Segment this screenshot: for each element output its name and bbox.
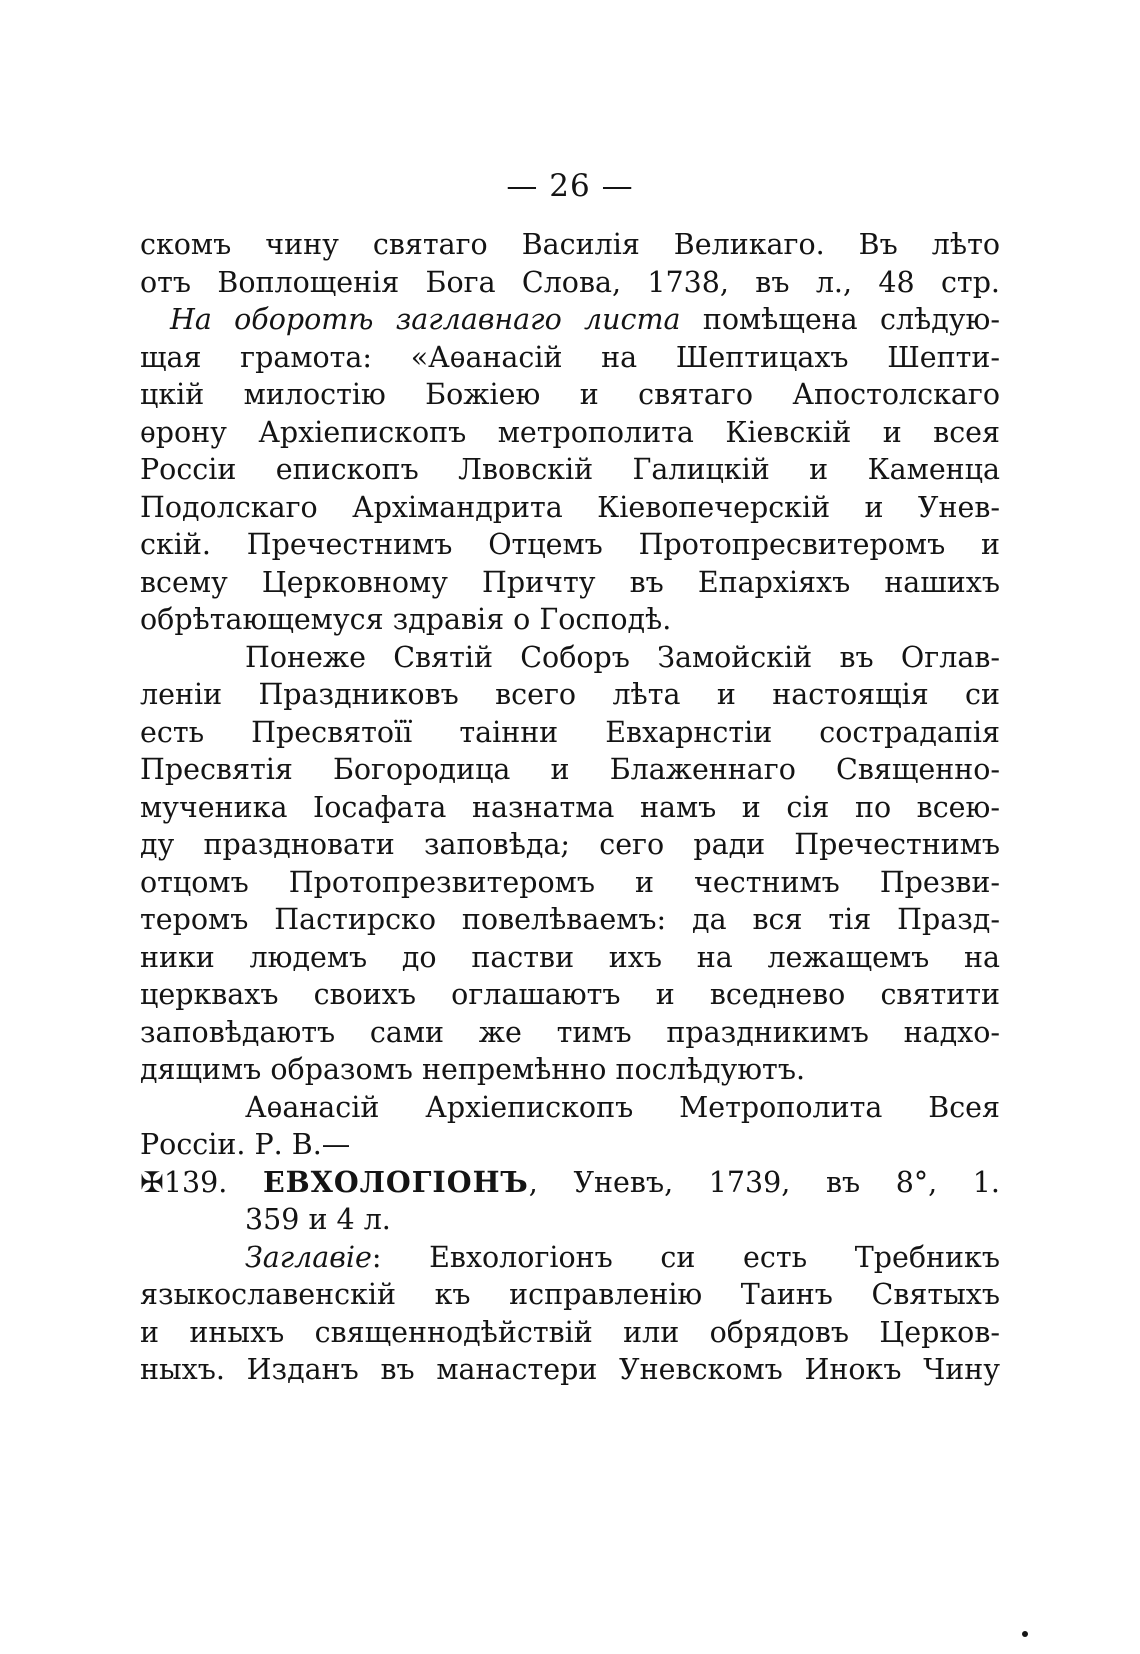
text-line: языкославенскій къ исправленію Таинъ Святыхъ [140, 1278, 1000, 1311]
text-line: обрѣтающемуся здравія о Господѣ. [140, 603, 672, 636]
text-line: ныхъ. Изданъ въ манастери Уневскомъ Инокъ Чину [140, 1353, 1000, 1386]
text-segment: : Евхологіонъ си есть Требникъ [371, 1240, 1000, 1274]
entry-imprint: , Уневъ, 1739, въ 8°, 1. [528, 1165, 1000, 1199]
text-line: ду праздновати заповѣда; сего ради Пречестнимъ [140, 828, 1000, 861]
text-line: леніи Праздниковъ всего лѣта и настоящія си [140, 678, 1000, 711]
text-line: ѳрону Архіепископъ метрополита Кіевскій и всея [140, 415, 1000, 449]
text-line: и иныхъ священнодѣйствій или обрядовъ Церков- [140, 1315, 1000, 1349]
text-line: щая грамота: «Аѳанасій на Шептицахъ Шепти- [140, 340, 1000, 374]
text-line: Аѳанасій Архіепископъ Метрополита Всея [245, 1090, 1000, 1124]
text-line: Понеже Святій Соборъ Замойскій въ Оглав- [245, 640, 1000, 674]
text-line: 359 и 4 л. [245, 1203, 391, 1236]
text-line: церквахъ своихъ оглашаютъ и вседнево святити [140, 978, 1000, 1011]
entry-title: ЕВХОЛОГІОНЪ [262, 1164, 529, 1199]
text-line: скомъ чину святаго Василія Великаго. Въ лѣто [140, 228, 1000, 261]
text-line: ники людемъ до пастви ихъ на лежащемъ на [140, 940, 1000, 974]
text-line: всему Церковному Причту въ Епархіяхъ нашихъ [140, 565, 1000, 599]
text-line: цкій милостію Божіею и святаго Апостолскаго [140, 378, 1000, 411]
text-line [140, 301, 1000, 339]
text-segment: помѣщена слѣдую- [680, 303, 1000, 336]
text-line [140, 1239, 1000, 1277]
entry-heading-line [140, 1164, 1000, 1202]
text-line: Подолскаго Архімандрита Кіевопечерскій и Унев- [140, 490, 1000, 524]
text-line: заповѣдаютъ сами же тимъ праздникимъ надхо- [140, 1015, 1000, 1049]
text-line: есть Пресвятоїї таінни Евхарнстіи сострадапія [140, 715, 1000, 749]
text-line: дящимъ образомъ непремѣнно послѣдуютъ. [140, 1053, 806, 1086]
text-line: Пресвятія Богородица и Блаженнаго Священно- [140, 753, 1000, 786]
text-line: скій. Пречестнимъ Отцемъ Протопресвитеромъ и [140, 528, 1000, 561]
entry-number: ✠139. [140, 1165, 263, 1199]
text-line: теромъ Пастирско повелѣваемъ: да вся тія Празд- [140, 903, 1000, 936]
text-line: Россіи епископъ Лвовскій Галицкій и Каменца [140, 453, 1000, 486]
text-line: отцомъ Протопрезвитеромъ и честнимъ Презви- [140, 865, 1000, 899]
text-line: мученика Іосафата назнатма намъ и сія по всею- [140, 790, 1000, 824]
page-number: — 26 — [506, 168, 634, 204]
document-text [140, 226, 1000, 1389]
text-line: Россіи. Р. В.— [140, 1128, 351, 1161]
text-line: отъ Воплощенія Бога Слова, 1738, въ л., 48 стр. [140, 265, 1000, 299]
italic-phrase: На оборотѣ заглавнаго листа [170, 303, 681, 336]
italic-phrase: Заглавіе [245, 1240, 372, 1274]
scan-speck [1022, 1631, 1028, 1637]
